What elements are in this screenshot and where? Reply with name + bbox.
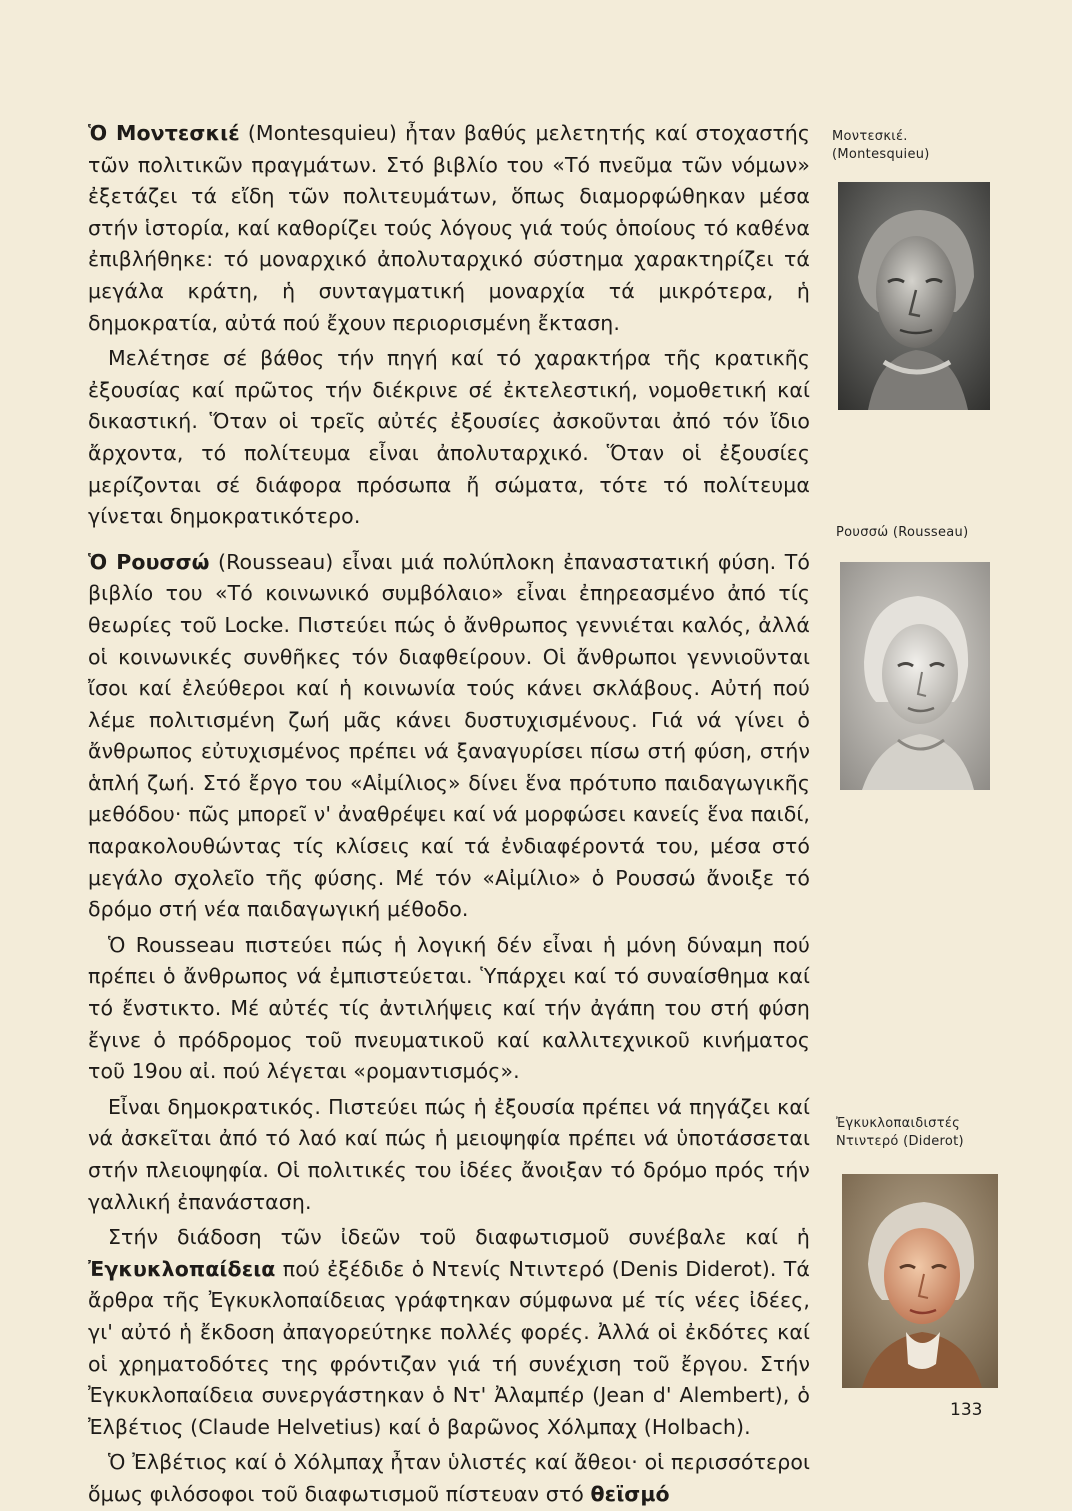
paragraph-rousseau-3: Εἶναι δημοκρατικός. Πιστεύει πώς ἡ ἐξουσία πρέπει νά πηγάζει καί νά ἀσκεῖται ἀπό τό λαό καί πώς ἡ μειοψηφία πρέπει νά ὑποτάσσεται στήν πλειοψηφία. Οἱ πολιτικές του ἰδέες ἄνοιξαν τό δρόμο πρός τήν γαλλική ἐπανάσταση.	[88, 1094, 810, 1214]
rousseau-portrait	[840, 562, 990, 790]
diderot-caption: Ἐγκυκλοπαιδιστές Ντιντερό (Diderot)	[836, 1116, 964, 1149]
paragraph-rousseau-1: Ὁ Ρουσσώ (Rousseau) εἶναι μιά πολύπλοκη ἐπαναστατική φύση. Τό βιβλίο του «Τό κοινωνικό συμβόλαιο» εἶναι ἐπηρεασμένο ἀπό τίς θεωρίες τοῦ Locke. Πιστεύει πώς ὁ ἄνθρωπος γεννιέται καλός, ἀλλά οἱ κοινωνικές συνθῆκες τόν διαφθείρουν. Οἱ ἄνθρωποι γεννιοῦνται ἴσοι καί ἐλεύθεροι καί ἡ κοινωνία τούς κάνει σκλάβους. Αὐτή πού λέμε πολιτισμένη ζωή μᾶς κάνει δυστυχισμένους. Γιά νά γίνει ὁ ἄνθρωπος εὐτυχισμένος πρέπει νά ξαναγυρίσει πίσω στή φύση, στήν ἁπλή ζωή. Στό ἔργο του «Αἰμίλιος» δίνει ἕνα πρότυπο παιδαγωγικῆς μεθόδου· πῶς μπορεῖ ν' ἀναθρέψει καί νά μορφώσει κανείς ἕνα παιδί, παρακολουθώντας τίς κλίσεις καί τά ἐνδιαφέροντά του, μέσα στό μεγάλο σχολεῖο τῆς φύσης. Μέ τόν «Αἰμίλιο» ὁ Ρουσσώ ἄνοιξε τό δρόμο στή νέα παιδαγωγική μέθοδο.	[88, 549, 810, 922]
rousseau-name: Ὁ Ρουσσώ	[88, 549, 210, 574]
paragraph-helvetius: Ὁ Ἐλβέτιος καί ὁ Χόλμπαχ ἦταν ὑλιστές καί ἄθεοι· οἱ περισσότεροι ὅμως φιλόσοφοι τοῦ διαφωτισμοῦ πίστευαν στό θεϊσμό	[88, 1450, 810, 1506]
deism-term: θεϊσμό	[590, 1481, 670, 1506]
encyclopedia-term: Ἐγκυκλοπαίδεια	[88, 1256, 276, 1281]
paragraph-rousseau-2: Ὁ Rousseau πιστεύει πώς ἡ λογική δέν εἶναι ἡ μόνη δύναμη πού πρέπει ὁ ἄνθρωπος νά ἐμπιστεύεται. Ὑπάρχει καί τό συναίσθημα καί τό ἔνστικτο. Μέ αὐτές τίς ἀντιλήψεις καί τήν ἀγάπη του στή φύση ἔγινε ὁ πρόδρομος τοῦ πνευματικοῦ καί καλλιτεχνικοῦ κινήματος τοῦ 19ου αἰ. πού λέγεται «ρομαντισμός».	[88, 932, 810, 1084]
paragraph-montesquieu-1: Ὁ Μοντεσκιέ (Montesquieu) ἦταν βαθύς μελετητής καί στοχαστής τῶν πολιτικῶν πραγμάτων. Στό βιβλίο του «Τό πνεῦμα τῶν νόμων» ἐξετάζει τά εἴδη τῶν πολιτευμάτων, ὅπως διαμορφώθηκαν μέσα στήν ἱστορία, καί καθορίζει τούς λόγους γιά τούς ὁποίους τό καθένα ἐπιβλήθηκε: τό μοναρχικό ἀπολυταρχικό σύστημα χαρακτηρίζει τά μεγάλα κράτη, ἡ συνταγματική μοναρχία τά μικρότερα, ἡ δημοκρατία, αὐτά πού ἔχουν περιορισμένη ἔκταση.	[88, 121, 810, 335]
montesquieu-name: Ὁ Μοντεσκιέ	[88, 121, 240, 145]
montesquieu-portrait	[838, 182, 990, 410]
diderot-portrait	[842, 1174, 998, 1388]
montesquieu-caption: Μοντεσκιέ. (Montesquieu)	[832, 129, 930, 162]
rousseau-caption: Ρουσσώ (Rousseau)	[836, 525, 969, 540]
page-number: 133	[950, 1400, 983, 1420]
paragraph-encyclopedia: Στήν διάδοση τῶν ἰδεῶν τοῦ διαφωτισμοῦ συνέβαλε καί ἡ Ἐγκυκλοπαίδεια πού ἐξέδιδε ὁ Ντενίς Ντιντερό (Denis Diderot). Τά ἄρθρα τῆς Ἐγκυκλοπαίδειας γράφτηκαν σύμφωνα μέ τίς νέες ἰδέες, γι' αὐτό ἡ ἔκδοση ἀπαγορεύτηκε πολλές φορές. Ἀλλά οἱ ἐκδότες καί οἱ χρηματοδότες της φρόντιζαν γιά τή συνέχιση τοῦ ἔργου. Στήν Ἐγκυκλοπαίδεια συνεργάστηκαν ὁ Ντ' Ἀλαμπέρ (Jean d' Alembert), ὁ Ἐλβέτιος (Claude Helvetius) καί ὁ βαρῶνος Χόλμπαχ (Holbach).	[88, 1225, 810, 1439]
main-text-column	[88, 118, 810, 1511]
paragraph-montesquieu-2: Μελέτησε σέ βάθος τήν πηγή καί τό χαρακτήρα τῆς κρατικῆς ἐξουσίας καί πρῶτος τήν διέκρινε σέ ἐκτελεστική, νομοθετική καί δικαστική. Ὅταν οἱ τρεῖς αὐτές ἐξουσίες ἀσκοῦνται ἀπό τόν ἴδιο ἄρχοντα, τό πολίτευμα εἶναι ἀπολυταρχικό. Ὅταν οἱ ἐξουσίες μερίζονται σέ διάφορα πρόσωπα ἤ σώματα, τότε τό πολίτευμα γίνεται δημοκρατικότερο.	[88, 346, 810, 529]
